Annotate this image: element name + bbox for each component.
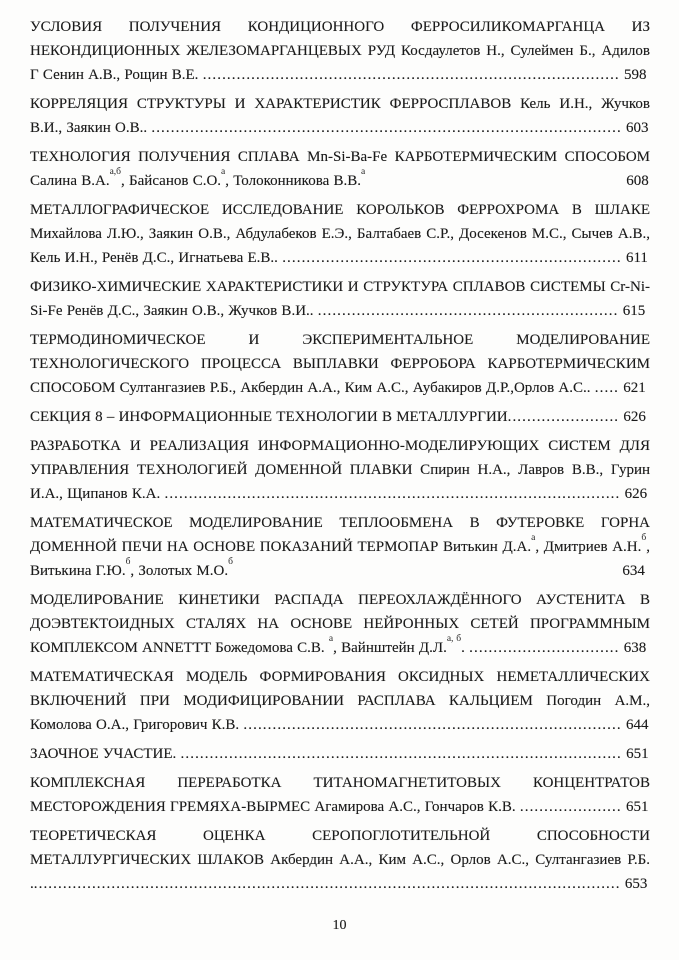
author-affiliation-superscript: а,б [109,167,122,177]
toc-entry [30,824,650,896]
entry-title: ТЕХНОЛОГИЯ ПОЛУЧЕНИЯ СПЛАВА Mn-Si-Ba-Fe КАРБОТЕРМИЧЕСКИМ СПОСОБОМ [30,149,650,165]
toc-entry [30,588,650,660]
entry-page-number: 651 [625,799,649,815]
toc-entry [30,145,650,193]
entry-authors: Ренёв Д.С., Заякин О.В., Жучков В.И.. [62,303,318,319]
table-of-contents [30,15,650,901]
entry-title: КОРРЕЛЯЦИЯ СТРУКТУРЫ И ХАРАКТЕРИСТИК ФЕРРОСПЛАВОВ [30,96,512,112]
entry-authors: Султангазиев Р.Б., Акбердин А.А., Ким А.С., Аубакиров Д.Р.,Орлов А.С.. [115,380,595,396]
entry-authors: Спирин Н.А., Лавров В.В., Гурин И.А., Щипанов К.А. [30,462,650,502]
entry-page-number: 615 [622,303,646,319]
leader-dots: ........................................................................................... [180,746,622,762]
leader-dots: .............................................................................. [243,717,622,733]
leader-dots: .............................................................................................. [164,486,621,502]
toc-entry [30,771,650,819]
toc-entry [30,92,650,140]
toc-entry [30,198,650,270]
toc-entry [30,434,650,506]
leader-dots: .............................................................. [317,303,619,319]
toc-entry [30,15,650,87]
entry-title: ФИЗИКО-ХИМИЧЕСКИЕ ХАРАКТЕРИСТИКИ И СТРУКТУРА СПЛАВОВ СИСТЕМЫ Cr-Ni-Si-Fe [30,279,650,319]
folio-page-number: 10 [332,918,347,933]
entry-title: ТЕОРЕТИЧЕСКАЯ ОЦЕНКА СЕРОПОГЛОТИТЕЛЬНОЙ СПОСОБНОСТИ МЕТАЛЛУРГИЧЕСКИХ ШЛАКОВ [30,828,650,868]
entry-page-number: 653 [624,876,648,892]
toc-entry [30,742,650,766]
entry-title: КОМПЛЕКСНАЯ ПЕРЕРАБОТКА ТИТАНОМАГНЕТИТОВЫХ КОНЦЕНТРАТОВ МЕСТОРОЖДЕНИЯ ГРЕМЯХА-ВЫРМЕС [30,775,650,815]
entry-authors: Акбердин А.А., Ким А.С., Орлов А.С., Султангазиев Р.Б. . [30,852,650,892]
entry-page-number: 598 [624,67,647,83]
entry-title: ТЕРМОДИНОМИЧЕСКОЕ И ЭКСПЕРИМЕНТАЛЬНОЕ МОДЕЛИРОВАНИЕ ТЕХНОЛОГИЧЕСКОГО ПРОЦЕССА ВЫПЛАВКИ ФЕРРОБОРА КАРБОТЕРМИЧЕСКИМ СПОСОБОМ [30,332,650,396]
entry-title: МЕТАЛЛОГРАФИЧЕСКОЕ ИССЛЕДОВАНИЕ КОРОЛЬКОВ ФЕРРОХРОМА В ШЛАКЕ [30,202,650,218]
toc-entry [30,328,650,400]
author-affiliation-superscript: а [328,634,334,644]
entry-page-number: 644 [625,717,649,733]
entry-page-number: 603 [626,120,649,136]
entry-authors: Михайлова Л.Ю., Заякин О.В., Абдулабеков Е.Э., Балтабаев С.Р., Досекенов М.С., Сычев А.В., Кель И.Н., Ренёв Д.С., Игнатьева Е.В.. [30,226,650,266]
entry-title: УСЛОВИЯ ПОЛУЧЕНИЯ КОНДИЦИОННОГО ФЕРРОСИЛИКОМАРГАНЦА ИЗ НЕКОНДИЦИОННЫХ ЖЕЛЕЗОМАРГАНЦЕВЫХ РУД [30,19,650,59]
entry-title: СЕКЦИЯ 8 – ИНФОРМАЦИОННЫЕ ТЕХНОЛОГИИ В МЕТАЛЛУРГИИ [30,409,508,425]
leader-dots [233,563,618,579]
toc-entry [30,275,650,323]
entry-authors: Божедомова С.В. $^а$, Вайнштейн Д.Л.$^{а, б}$. [210,634,470,656]
author-affiliation-superscript: б [228,557,233,567]
toc-entry [30,665,650,737]
author-affiliation-superscript: а [531,533,536,543]
entry-authors: Витькин Д.А.$^а$, Дмитриев А.Н.$^б$, Витькина Г.Ю.$^б$, Золотых М.О.$^б$ [30,533,650,579]
author-affiliation-superscript: б [641,533,647,543]
entry-authors: Косдаулетов Н., Сулеймен Б., Адилов Г Сенин А.В., Рощин В.Е. [30,43,650,83]
entry-authors: Агамирова А.С., Гончаров К.В. [310,799,520,815]
toc-entry [30,405,650,429]
leader-dots: ...................................................................................... [202,67,620,83]
page-footer [0,916,679,936]
toc-entry [30,511,650,583]
entry-page-number: 611 [625,250,648,266]
entry-title: МОДЕЛИРОВАНИЕ КИНЕТИКИ РАСПАДА ПЕРЕОХЛАЖДЁННОГО АУСТЕНИТА В ДОЭВТЕКТОИДНЫХ СТАЛЯХ НА ОСНОВЕ НЕЙРОННЫХ СЕТЕЙ ПРОГРАММНЫМ КОМПЛЕКСОМ ANNETTT [30,592,650,656]
leader-dots: ................................................................................................. [151,120,622,136]
entry-authors: Погодин А.М., Комолова О.А., Григорович К.В. [30,693,650,733]
entry-title: ЗАОЧНОЕ УЧАСТИЕ. [30,746,181,762]
leader-dots: ...................................................................... [282,250,622,266]
leader-dots: ....................... [507,409,620,425]
entry-page-number: 608 [626,173,649,189]
entry-authors: Кель И.Н., Жучков В.И., Заякин О.В.. [30,96,650,136]
author-affiliation-superscript: а [361,167,366,177]
entry-title: РАЗРАБОТКА И РЕАЛИЗАЦИЯ ИНФОРМАЦИОННО-МОДЕЛИРУЮЩИХ СИСТЕМ ДЛЯ УПРАВЛЕНИЯ ТЕХНОЛОГИЕЙ ДОМЕННОЙ ПЛАВКИ [30,438,650,478]
entry-page-number: 626 [624,486,648,502]
entry-page-number: 626 [623,409,646,425]
leader-dots: ......................................................................................................................... [33,876,621,892]
leader-dots: ..... [594,380,620,396]
entry-page-number: 634 [622,563,645,579]
leader-dots: ..................... [519,799,622,815]
author-affiliation-superscript: а, б [446,634,462,644]
entry-page-number: 621 [623,380,646,396]
entry-authors: Салина В.А.$^{а,б}$, Байсанов С.О.$^а$, Толоконникова В.В.$^а$ [30,167,366,189]
leader-dots [365,173,622,189]
author-affiliation-superscript: б [125,557,131,567]
entry-page-number: 638 [623,640,647,656]
entry-title: МАТЕМАТИЧЕСКОЕ МОДЕЛИРОВАНИЕ ТЕПЛООБМЕНА В ФУТЕРОВКЕ ГОРНА ДОМЕННОЙ ПЕЧИ НА ОСНОВЕ ПОКАЗАНИЙ ТЕРМОПАР [30,515,650,555]
entry-page-number: 651 [626,746,649,762]
author-affiliation-superscript: а [221,167,226,177]
leader-dots: ............................... [469,640,620,656]
entry-title: МАТЕМАТИЧЕСКАЯ МОДЕЛЬ ФОРМИРОВАНИЯ ОКСИДНЫХ НЕМЕТАЛЛИЧЕСКИХ ВКЛЮЧЕНИЙ ПРИ МОДИФИЦИРОВАНИИ РАСПЛАВА КАЛЬЦИЕМ [30,669,650,709]
